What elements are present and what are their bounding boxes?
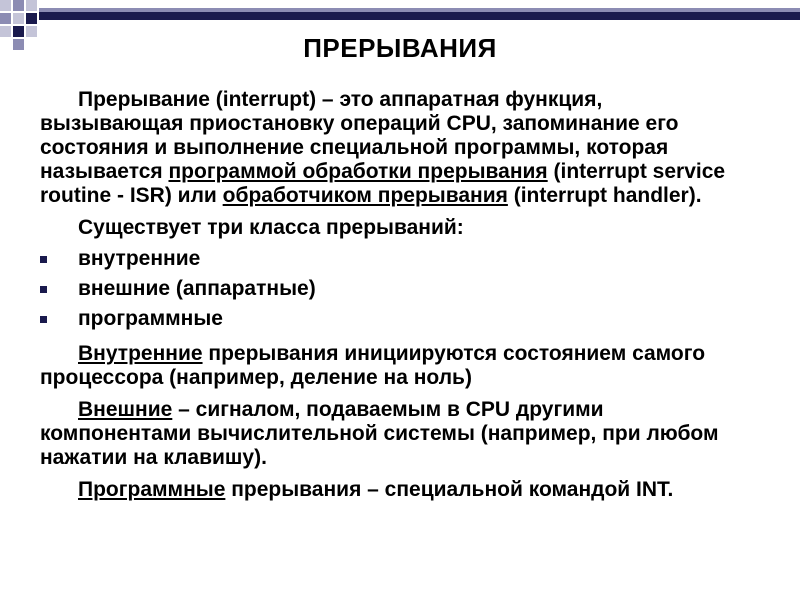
bullet-square-icon xyxy=(40,256,47,263)
classes-list xyxy=(40,244,750,334)
intro-paragraph xyxy=(40,88,750,208)
external-text: – сигналом, подаваемым в CPU другими компонентами вычислительной системы (например, при любом нажатии на клавишу). xyxy=(40,398,719,469)
list-item xyxy=(40,244,750,274)
handler-term: обработчиком прерывания xyxy=(222,184,508,207)
external-term: Внешние xyxy=(78,398,173,421)
intro-text-3: (interrupt handler). xyxy=(507,184,702,207)
intro-text-2: (interrupt service routine - ISR) или xyxy=(40,160,726,207)
internal-term: Внутренние xyxy=(78,342,203,365)
bullet-square-icon xyxy=(40,286,47,293)
software-term: Программные xyxy=(78,478,226,501)
list-item-label: внутренние xyxy=(78,247,201,270)
software-paragraph xyxy=(40,478,750,502)
intro-text-1: Прерывание (interrupt) – это аппаратная функция, вызывающая приостановку операций CPU, запоминание его состояния и выполнение специальной программы, которая называется xyxy=(40,88,679,183)
external-paragraph xyxy=(40,398,750,470)
software-text: прерывания – специальной командой INT. xyxy=(225,478,674,501)
slide-body xyxy=(40,88,750,510)
classes-intro: Существует три класса прерываний: xyxy=(78,216,464,239)
list-item-label: внешние (аппаратные) xyxy=(78,277,316,300)
internal-paragraph xyxy=(40,342,750,390)
bullet-square-icon xyxy=(40,316,47,323)
slide-title: ПРЕРЫВАНИЯ xyxy=(303,33,497,63)
isr-term: программой обработки прерывания xyxy=(168,160,548,183)
list-item-label: программные xyxy=(78,307,223,330)
internal-text: прерывания инициируются состоянием самого процессора (например, деление на ноль) xyxy=(40,342,706,389)
list-item xyxy=(40,304,750,334)
list-item xyxy=(40,274,750,304)
